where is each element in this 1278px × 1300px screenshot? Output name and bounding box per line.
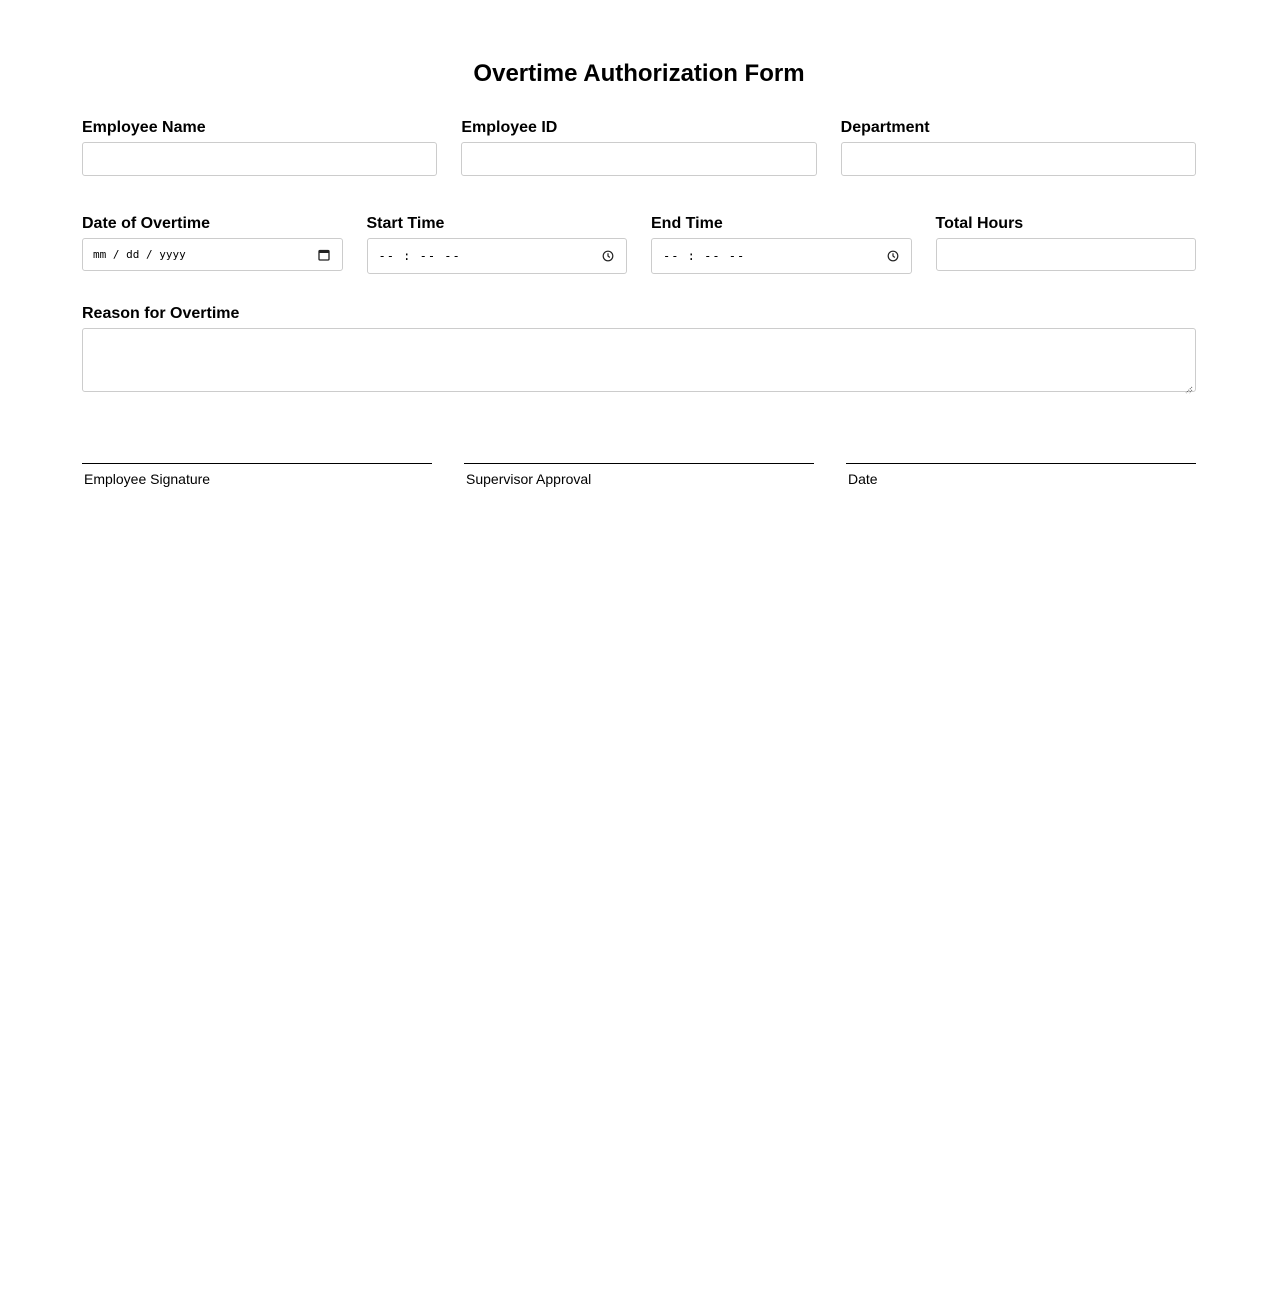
end-time-label: End Time: [651, 215, 723, 232]
signature-line: [846, 463, 1196, 464]
employee-name-input[interactable]: [82, 142, 437, 176]
signature-line: [464, 463, 814, 464]
reason-label: Reason for Overtime: [82, 305, 240, 322]
time-info-row: [82, 215, 1196, 274]
supervisor-approval-block: [464, 463, 814, 487]
end-time-group: [651, 215, 912, 274]
resize-handle-icon[interactable]: [1185, 381, 1193, 389]
start-time-placeholder: -- : -- --: [378, 249, 461, 263]
end-time-input[interactable]: [651, 238, 912, 274]
date-of-overtime-label: Date of Overtime: [82, 215, 211, 232]
employee-id-input[interactable]: [461, 142, 816, 176]
employee-name-label: Employee Name: [82, 119, 206, 136]
signature-date-block: [846, 463, 1196, 487]
employee-signature-block: [82, 463, 432, 487]
signature-line: [82, 463, 432, 464]
date-of-overtime-input[interactable]: [82, 238, 343, 271]
department-group: [841, 119, 1196, 176]
start-time-group: [367, 215, 628, 274]
calendar-icon[interactable]: [318, 249, 330, 261]
total-hours-label: Total Hours: [935, 215, 1024, 232]
employee-name-group: [82, 119, 437, 176]
start-time-label: Start Time: [366, 215, 445, 232]
end-time-placeholder: -- : -- --: [663, 249, 746, 263]
employee-info-row: [82, 119, 1196, 176]
department-input[interactable]: [841, 142, 1196, 176]
total-hours-input[interactable]: [936, 238, 1197, 271]
signature-row: [82, 463, 1196, 487]
clock-icon[interactable]: [887, 250, 899, 262]
clock-icon[interactable]: [602, 250, 614, 262]
reason-group: [82, 305, 1196, 392]
employee-signature-label: Employee Signature: [84, 471, 211, 487]
date-of-overtime-group: [82, 215, 343, 274]
date-placeholder: mm / dd / yyyy: [93, 248, 186, 261]
employee-id-group: [461, 119, 816, 176]
start-time-input[interactable]: [367, 238, 628, 274]
supervisor-approval-label: Supervisor Approval: [466, 471, 592, 487]
page-title: Overtime Authorization Form: [473, 60, 805, 87]
employee-id-label: Employee ID: [461, 119, 558, 136]
reason-textarea[interactable]: [82, 328, 1196, 392]
department-label: Department: [840, 119, 930, 136]
total-hours-group: [936, 215, 1197, 274]
reason-row: [82, 305, 1196, 392]
signature-date-label: Date: [848, 471, 878, 487]
